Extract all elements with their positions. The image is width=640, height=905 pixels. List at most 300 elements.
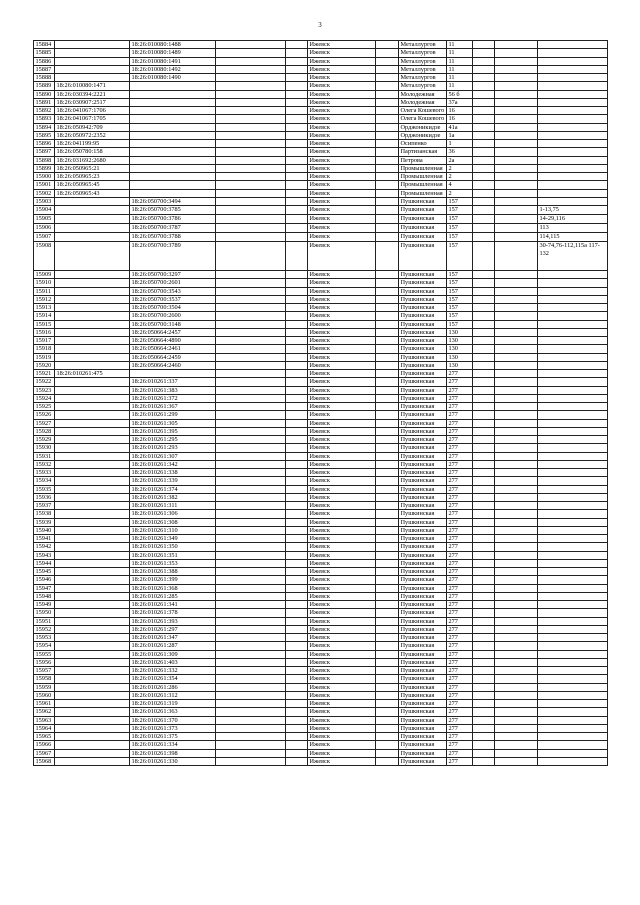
city-cell: Ижевск [308,378,376,386]
empty-cell [286,386,308,394]
empty-cell [376,370,399,378]
street-cell: Пушкинская [399,650,447,658]
table-row [34,386,608,394]
house-number-cell: 130 [447,361,473,369]
empty-cell [216,82,286,90]
table-row [34,609,608,617]
empty-cell [495,642,538,650]
empty-cell [216,337,286,345]
row-number-cell: 15919 [34,353,55,361]
row-number-cell: 15905 [34,215,55,224]
empty-cell [473,57,495,65]
building-cadastral-number-cell [55,625,130,633]
empty-cell [473,320,495,328]
apartments-note-cell [538,148,608,156]
premises-cadastral-number-cell: 18:26:010080:1490 [130,74,216,82]
premises-cadastral-number-cell: 18:26:010261:353 [130,559,216,567]
row-number-cell: 15913 [34,304,55,312]
empty-cell [216,148,286,156]
empty-cell [495,526,538,534]
empty-cell [473,131,495,139]
empty-cell [286,74,308,82]
house-number-cell: 11 [447,49,473,57]
house-number-cell: 11 [447,65,473,73]
table-row [34,361,608,369]
row-number-cell: 15968 [34,757,55,765]
row-number-cell: 15912 [34,295,55,303]
premises-cadastral-number-cell [130,181,216,189]
empty-cell [473,683,495,691]
empty-cell [376,584,399,592]
empty-cell [216,526,286,534]
street-cell: Пушкинская [399,683,447,691]
empty-cell [495,320,538,328]
apartments-note-cell [538,107,608,115]
row-number-cell: 15935 [34,485,55,493]
row-number-cell: 15931 [34,452,55,460]
empty-cell [473,164,495,172]
house-number-cell: 11 [447,82,473,90]
empty-cell [216,320,286,328]
empty-cell [376,700,399,708]
row-number-cell: 15947 [34,584,55,592]
city-cell: Ижевск [308,543,376,551]
city-cell: Ижевск [308,452,376,460]
empty-cell [376,279,399,287]
building-cadastral-number-cell [55,584,130,592]
city-cell: Ижевск [308,568,376,576]
building-cadastral-number-cell: 18:26:050972:2352 [55,131,130,139]
street-cell: Пушкинская [399,584,447,592]
apartments-note-cell [538,181,608,189]
empty-cell [216,74,286,82]
building-cadastral-number-cell [55,667,130,675]
house-number-cell: 157 [447,279,473,287]
empty-cell [286,551,308,559]
empty-cell [473,242,495,271]
empty-cell [473,233,495,242]
city-cell: Ижевск [308,312,376,320]
house-number-cell: 157 [447,312,473,320]
city-cell: Ижевск [308,559,376,567]
empty-cell [216,477,286,485]
empty-cell [473,394,495,402]
table-row [34,156,608,164]
street-cell: Пушкинская [399,708,447,716]
row-number-cell: 15911 [34,287,55,295]
empty-cell [495,576,538,584]
table-row [34,123,608,131]
empty-cell [376,411,399,419]
building-cadastral-number-cell [55,279,130,287]
house-number-cell: 37а [447,98,473,106]
empty-cell [495,741,538,749]
city-cell: Ижевск [308,345,376,353]
house-number-cell: 277 [447,543,473,551]
premises-cadastral-number-cell: 18:26:050664:2461 [130,345,216,353]
premises-cadastral-number-cell: 18:26:010261:319 [130,700,216,708]
empty-cell [286,683,308,691]
empty-cell [216,510,286,518]
table-row [34,312,608,320]
building-cadastral-number-cell [55,543,130,551]
apartments-note-cell [538,74,608,82]
building-cadastral-number-cell [55,700,130,708]
apartments-note-cell [538,559,608,567]
city-cell: Ижевск [308,337,376,345]
street-cell: Олега Кошевого [399,115,447,123]
empty-cell [495,502,538,510]
house-number-cell: 277 [447,526,473,534]
premises-cadastral-number-cell: 18:26:010261:382 [130,493,216,501]
empty-cell [216,189,286,197]
empty-cell [376,337,399,345]
street-cell: Пушкинская [399,427,447,435]
empty-cell [376,741,399,749]
house-number-cell: 2а [447,156,473,164]
empty-cell [473,526,495,534]
empty-cell [376,609,399,617]
house-number-cell: 277 [447,683,473,691]
building-cadastral-number-cell: 18:26:030907:2517 [55,98,130,106]
building-cadastral-number-cell [55,57,130,65]
table-row [34,535,608,543]
empty-cell [473,584,495,592]
row-number-cell: 15895 [34,131,55,139]
table-row [34,206,608,215]
empty-cell [376,74,399,82]
empty-cell [286,82,308,90]
house-number-cell: 277 [447,700,473,708]
empty-cell [216,650,286,658]
table-row [34,242,608,271]
empty-cell [376,625,399,633]
empty-cell [216,724,286,732]
table-row [34,403,608,411]
empty-cell [286,617,308,625]
city-cell: Ижевск [308,667,376,675]
empty-cell [473,181,495,189]
street-cell: Пушкинская [399,518,447,526]
empty-cell [473,353,495,361]
empty-cell [286,691,308,699]
building-cadastral-number-cell [55,683,130,691]
house-number-cell: 11 [447,41,473,49]
empty-cell [495,378,538,386]
apartments-note-cell: 14-29,116 [538,215,608,224]
street-cell: Пушкинская [399,526,447,534]
apartments-note-cell [538,345,608,353]
empty-cell [216,233,286,242]
street-cell: Пушкинская [399,197,447,205]
empty-cell [216,469,286,477]
house-number-cell: 157 [447,197,473,205]
empty-cell [216,485,286,493]
premises-cadastral-number-cell: 18:26:010261:350 [130,543,216,551]
empty-cell [495,370,538,378]
empty-cell [376,642,399,650]
premises-cadastral-number-cell: 18:26:050700:2600 [130,312,216,320]
empty-cell [376,49,399,57]
house-number-cell: 277 [447,733,473,741]
city-cell: Ижевск [308,328,376,336]
table-row [34,345,608,353]
building-cadastral-number-cell [55,304,130,312]
premises-cadastral-number-cell: 18:26:010261:354 [130,675,216,683]
premises-cadastral-number-cell [130,107,216,115]
empty-cell [376,107,399,115]
table-row [34,568,608,576]
building-cadastral-number-cell [55,215,130,224]
empty-cell [286,123,308,131]
city-cell: Ижевск [308,609,376,617]
empty-cell [376,123,399,131]
building-cadastral-number-cell [55,411,130,419]
empty-cell [376,444,399,452]
street-cell: Пушкинская [399,576,447,584]
street-cell: Пушкинская [399,700,447,708]
table-row [34,98,608,106]
city-cell: Ижевск [308,436,376,444]
building-cadastral-number-cell: 18:26:050965:45 [55,181,130,189]
empty-cell [495,206,538,215]
row-number-cell: 15906 [34,224,55,233]
empty-cell [473,74,495,82]
empty-cell [495,131,538,139]
premises-cadastral-number-cell: 18:26:010261:306 [130,510,216,518]
city-cell: Ижевск [308,361,376,369]
premises-cadastral-number-cell: 18:26:010261:395 [130,427,216,435]
empty-cell [286,658,308,666]
empty-cell [216,658,286,666]
apartments-note-cell [538,419,608,427]
empty-cell [376,82,399,90]
empty-cell [216,700,286,708]
house-number-cell: 157 [447,287,473,295]
empty-cell [216,741,286,749]
row-number-cell: 15925 [34,403,55,411]
city-cell: Ижевск [308,115,376,123]
street-cell: Пушкинская [399,625,447,633]
empty-cell [216,271,286,279]
apartments-note-cell [538,295,608,303]
house-number-cell: 4 [447,181,473,189]
empty-cell [473,625,495,633]
city-cell: Ижевск [308,741,376,749]
apartments-note-cell [538,337,608,345]
empty-cell [286,642,308,650]
building-cadastral-number-cell [55,691,130,699]
street-cell: Пушкинская [399,658,447,666]
empty-cell [216,304,286,312]
empty-cell [495,140,538,148]
empty-cell [286,107,308,115]
row-number-cell: 15960 [34,691,55,699]
row-number-cell: 15901 [34,181,55,189]
empty-cell [495,584,538,592]
empty-cell [216,378,286,386]
empty-cell [495,233,538,242]
apartments-note-cell [538,741,608,749]
empty-cell [286,444,308,452]
city-cell: Ижевск [308,650,376,658]
empty-cell [473,197,495,205]
premises-cadastral-number-cell: 18:26:010261:310 [130,526,216,534]
street-cell: Пушкинская [399,279,447,287]
building-cadastral-number-cell: 18:26:050942:709 [55,123,130,131]
building-cadastral-number-cell [55,460,130,468]
empty-cell [286,206,308,215]
city-cell: Ижевск [308,584,376,592]
premises-cadastral-number-cell: 18:26:010261:341 [130,601,216,609]
premises-cadastral-number-cell: 18:26:050700:3504 [130,304,216,312]
empty-cell [216,224,286,233]
empty-cell [495,386,538,394]
premises-cadastral-number-cell: 18:26:010261:309 [130,650,216,658]
empty-cell [376,394,399,402]
empty-cell [216,675,286,683]
table-row [34,617,608,625]
street-cell: Пушкинская [399,386,447,394]
city-cell: Ижевск [308,370,376,378]
street-cell: Пушкинская [399,724,447,732]
empty-cell [286,675,308,683]
empty-cell [216,436,286,444]
empty-cell [495,733,538,741]
house-number-cell: 277 [447,634,473,642]
empty-cell [495,675,538,683]
table-row [34,378,608,386]
empty-cell [376,148,399,156]
house-number-cell: 1а [447,131,473,139]
city-cell: Ижевск [308,469,376,477]
empty-cell [473,156,495,164]
table-row [34,551,608,559]
street-cell: Пушкинская [399,617,447,625]
city-cell: Ижевск [308,224,376,233]
empty-cell [376,140,399,148]
empty-cell [216,242,286,271]
row-number-cell: 15941 [34,535,55,543]
table-row [34,650,608,658]
empty-cell [376,304,399,312]
empty-cell [216,518,286,526]
empty-cell [376,386,399,394]
house-number-cell: 277 [447,716,473,724]
table-row [34,233,608,242]
street-cell: Пушкинская [399,551,447,559]
table-row [34,518,608,526]
apartments-note-cell [538,518,608,526]
empty-cell [216,584,286,592]
empty-cell [216,592,286,600]
empty-cell [376,675,399,683]
street-cell: Пушкинская [399,345,447,353]
street-cell: Пушкинская [399,436,447,444]
table-row [34,419,608,427]
empty-cell [473,576,495,584]
premises-cadastral-number-cell: 18:26:050700:3297 [130,271,216,279]
apartments-note-cell [538,485,608,493]
row-number-cell: 15890 [34,90,55,98]
empty-cell [473,140,495,148]
table-row [34,370,608,378]
premises-cadastral-number-cell: 18:26:010261:307 [130,452,216,460]
row-number-cell: 15888 [34,74,55,82]
table-row [34,320,608,328]
empty-cell [473,568,495,576]
premises-cadastral-number-cell: 18:26:050700:3148 [130,320,216,328]
street-cell: Пушкинская [399,378,447,386]
row-number-cell: 15939 [34,518,55,526]
building-cadastral-number-cell [55,493,130,501]
apartments-note-cell [538,551,608,559]
premises-cadastral-number-cell [130,115,216,123]
empty-cell [286,477,308,485]
empty-cell [216,65,286,73]
empty-cell [286,320,308,328]
row-number-cell: 15914 [34,312,55,320]
apartments-note-cell [538,427,608,435]
premises-cadastral-number-cell: 18:26:010261:334 [130,741,216,749]
premises-cadastral-number-cell [130,140,216,148]
empty-cell [216,403,286,411]
empty-cell [473,345,495,353]
empty-cell [495,419,538,427]
row-number-cell: 15950 [34,609,55,617]
street-cell: Пушкинская [399,642,447,650]
table-row [34,700,608,708]
empty-cell [473,741,495,749]
empty-cell [216,568,286,576]
city-cell: Ижевск [308,460,376,468]
empty-cell [473,700,495,708]
empty-cell [376,242,399,271]
empty-cell [473,173,495,181]
apartments-note-cell [538,189,608,197]
empty-cell [473,518,495,526]
building-cadastral-number-cell [55,551,130,559]
empty-cell [376,551,399,559]
street-cell: Промышленная [399,189,447,197]
building-cadastral-number-cell [55,320,130,328]
table-row [34,543,608,551]
city-cell: Ижевск [308,206,376,215]
street-cell: Пушкинская [399,224,447,233]
empty-cell [376,156,399,164]
empty-cell [473,123,495,131]
empty-cell [376,568,399,576]
apartments-note-cell [538,320,608,328]
apartments-note-cell [538,403,608,411]
apartments-note-cell [538,568,608,576]
row-number-cell: 15943 [34,551,55,559]
empty-cell [376,518,399,526]
house-number-cell: 277 [447,650,473,658]
empty-cell [495,394,538,402]
house-number-cell: 277 [447,403,473,411]
table-row [34,49,608,57]
city-cell: Ижевск [308,592,376,600]
apartments-note-cell [538,140,608,148]
empty-cell [473,436,495,444]
house-number-cell: 56 б [447,90,473,98]
empty-cell [376,436,399,444]
city-cell: Ижевск [308,49,376,57]
empty-cell [495,57,538,65]
empty-cell [376,469,399,477]
house-number-cell: 2 [447,189,473,197]
